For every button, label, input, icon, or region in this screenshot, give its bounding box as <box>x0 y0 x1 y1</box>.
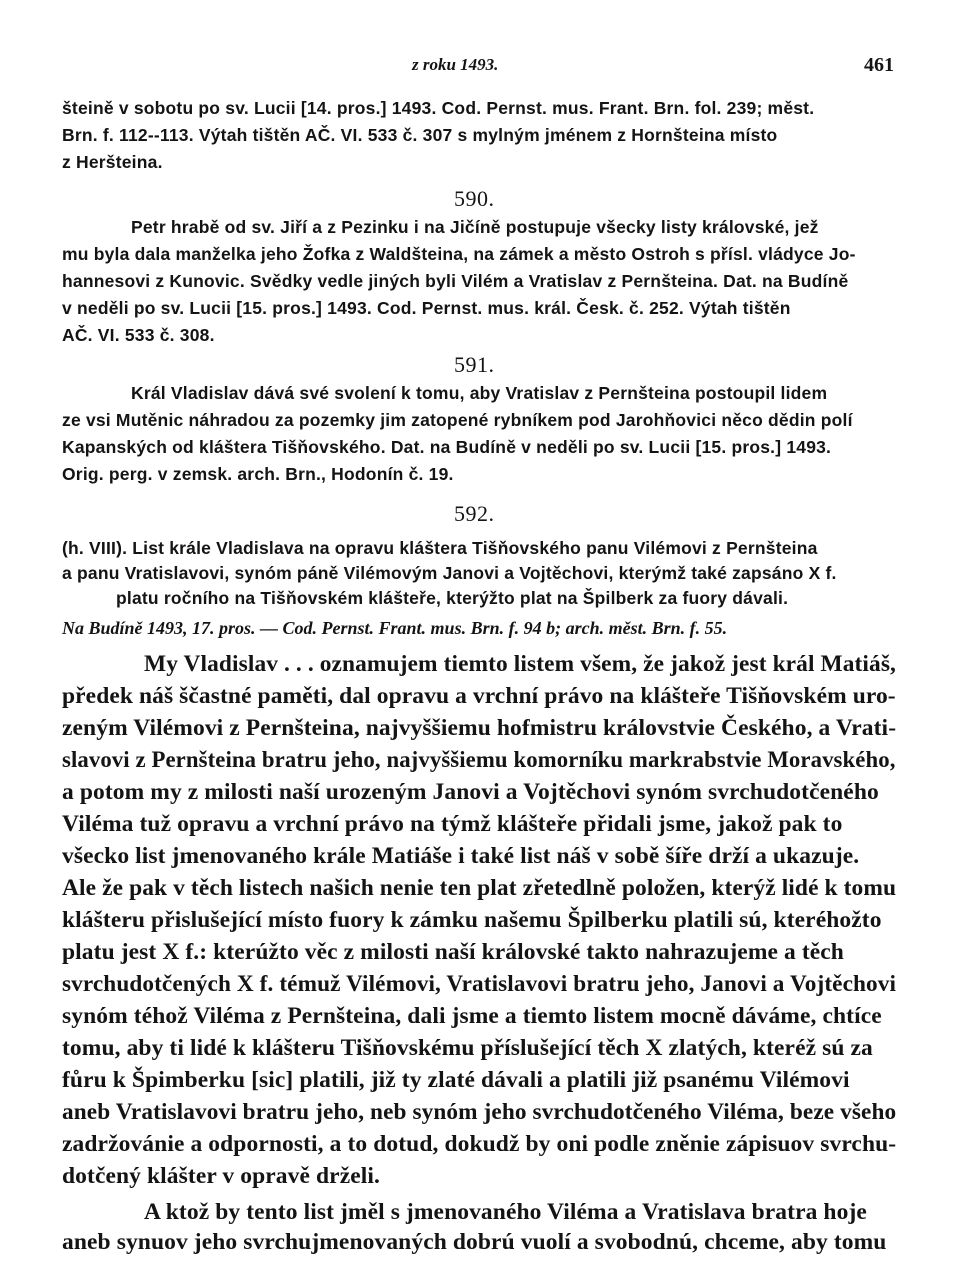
text-line: aneb Vratislavovi bratru jeho, neb synóm jeho svrchudotčeného Viléma, beze všeho <box>62 1099 897 1125</box>
text-line: mu byla dala manželka jeho Žofka z Waldšteina, na zámek a město Ostroh s přísl. vládyce Jo- <box>62 244 856 264</box>
text-line: slavovi z Pernšteina bratru jeho, najvyššiemu komorníku markrabstvie Moravského, <box>62 747 896 773</box>
text-line: aneb synuov jeho svrchujmenovaných dobrú vuolí a svobodnú, chceme, aby tomu <box>62 1229 887 1255</box>
text-line: klášteru přislušející místo fuory k zámku našemu Špilberku platili sú, kteréhožto <box>62 907 882 933</box>
text-line: Viléma tuž opravu a vrchní právo na týmž klášteře přidali jsme, jakož pak to <box>62 811 843 837</box>
running-title: z roku 1493. <box>412 55 499 74</box>
text-line: zadržovánie a odpornosti, a to dotud, dokudž by oni podle zněnie zápisuov svrchu- <box>62 1131 897 1157</box>
source-citation: Na Budíně 1493, 17. pros. — Cod. Pernst. Frant. mus. Brn. f. 94 b; arch. měst. Brn. f. 55. <box>62 618 728 638</box>
text-line: tomu, aby ti lidé k klášteru Tišňovskému příslušející těch X zlatých, kteréž sú za <box>62 1035 873 1061</box>
text-line: ze vsi Mutěnic náhradou za pozemky jim zatopené rybníkem pod Jarohňovici něco dědin polí <box>62 410 853 430</box>
text-line: AČ. VI. 533 č. 308. <box>62 325 215 345</box>
text-line: všecko list jmenovaného krále Matiáše i také list náš v sobě šíře drží a ukazuje. <box>62 843 860 869</box>
text-line: šteině v sobotu po sv. Lucii [14. pros.] 1493. Cod. Pernst. mus. Frant. Brn. fol. 239; měst. <box>62 98 815 118</box>
summary-line: a panu Vratislavovi, synóm páně Vilémovým Janovi a Vojtěchovi, kterýmž také zapsáno X f. <box>62 563 837 583</box>
text-line: Petr hrabě od sv. Jiří a z Pezinku i na Jičíně postupuje všecky listy královské, jež <box>131 217 819 237</box>
text-line: Kapanských od kláštera Tišňovského. Dat. na Budíně v neděli po sv. Lucii [15. pros.] 1493. <box>62 437 832 457</box>
text-line: zeným Vilémovi z Pernšteina, najvyššiemu hofmistru královstvie Českého, a Vrati- <box>62 715 897 741</box>
text-line: My Vladislav . . . oznamujem tiemto listem všem, že jakož jest král Matiáš, <box>144 651 896 677</box>
summary-line: platu ročního na Tišňovském klášteře, kterýžto plat na Špilberk za fuory dávali. <box>116 588 789 608</box>
text-line: platu jest X f.: kterúžto věc z milosti naší královské takto nahrazujeme a těch <box>62 939 844 965</box>
text-line: v neděli po sv. Lucii [15. pros.] 1493. Cod. Pernst. mus. král. Česk. č. 252. Výtah tištěn <box>62 298 791 318</box>
page-number: 461 <box>864 54 894 76</box>
text-line: dotčený klášter v opravě drželi. <box>62 1163 381 1189</box>
text-line: A ktož by tento list jměl s jmenovaného Viléma a Vratislava bratra hoje <box>144 1199 867 1225</box>
text-line: předek náš ščastné paměti, dal opravu a vrchní právo na klášteře Tišňovském uro- <box>62 683 896 709</box>
entry-number: 592. <box>454 501 495 526</box>
text-line: z Heršteina. <box>62 152 163 172</box>
text-line: Brn. f. 112--113. Výtah tištěn AČ. VI. 533 č. 307 s mylným jménem z Hornšteina místo <box>62 125 778 145</box>
text-line: Ale že pak v těch listech našich nenie ten plat zřetedlně položen, kterýž lidé k tomu <box>62 875 897 901</box>
text-line: Král Vladislav dává své svolení k tomu, aby Vratislav z Pernšteina postoupil lidem <box>131 383 828 403</box>
entry-number: 591. <box>454 352 495 377</box>
text-line: Orig. perg. v zemsk. arch. Brn., Hodonín č. 19. <box>62 464 454 484</box>
summary-line: (h. VIII). List krále Vladislava na opravu kláštera Tišňovského panu Vilémovi z Pernšteina <box>62 538 818 558</box>
entry-number: 590. <box>454 186 495 211</box>
text-line: svrchudotčených X f. témuž Vilémovi, Vratislavovi bratru jeho, Janovi a Vojtěchovi <box>62 971 897 997</box>
text-line: hannesovi z Kunovic. Svědky vedle jiných byli Vilém a Vratislav z Pernšteina. Dat. na Budíně <box>62 271 849 291</box>
text-line: fůru k Špimberku [sic] platili, již ty zlaté dávali a platili již psanému Vilémovi <box>62 1067 850 1093</box>
text-line: synóm téhož Viléma z Pernšteina, dali jsme a tiemto listem mocně dáváme, chtíce <box>62 1003 882 1029</box>
text-line: a potom my z milosti naší urozeným Janovi a Vojtěchovi synóm svrchudotčeného <box>62 779 879 805</box>
